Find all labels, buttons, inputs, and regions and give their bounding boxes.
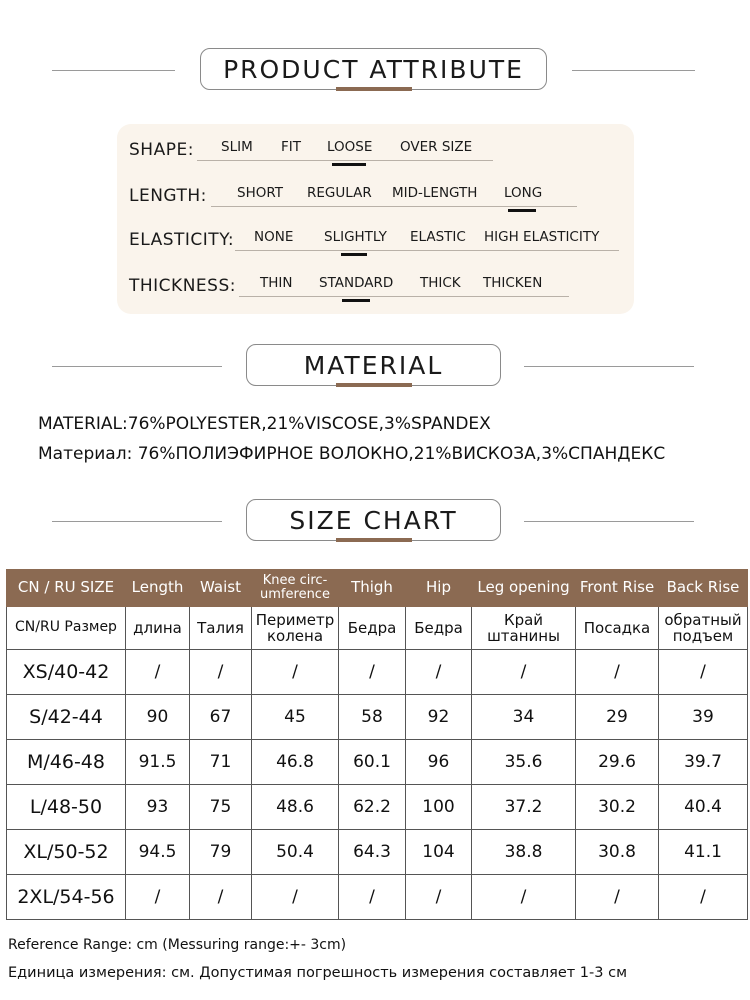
size-cell: L/48-50 — [7, 785, 126, 830]
measurement-cell: / — [576, 875, 659, 920]
size-cell: M/46-48 — [7, 740, 126, 785]
attribute-option: OVER SIZE — [400, 139, 473, 155]
title-accent-bar — [336, 538, 412, 542]
measurement-cell: / — [339, 650, 406, 695]
attribute-option: ELASTIC — [410, 229, 466, 245]
measurement-cell: 41.1 — [659, 830, 748, 875]
column-header: Length — [126, 570, 190, 607]
selected-marker — [508, 209, 536, 212]
attribute-option: SLIM — [221, 139, 253, 155]
column-header: Front Rise — [576, 570, 659, 607]
column-header-ru: длина — [126, 607, 190, 650]
measurement-cell: 104 — [406, 830, 472, 875]
measurement-cell: 91.5 — [126, 740, 190, 785]
size-cell: XL/50-52 — [7, 830, 126, 875]
attribute-underline — [239, 296, 569, 297]
table-row — [7, 740, 748, 785]
material-header — [0, 342, 750, 392]
measurement-cell: 29.6 — [576, 740, 659, 785]
attribute-option-selected: SLIGHTLY — [324, 229, 387, 245]
attribute-row-length — [117, 180, 634, 210]
section-title: MATERIAL — [246, 344, 501, 386]
measurement-cell: / — [659, 875, 748, 920]
size-cell: XS/40-42 — [7, 650, 126, 695]
column-header: Back Rise — [659, 570, 748, 607]
measurement-cell: / — [190, 650, 252, 695]
reference-note-russian: Единица измерения: см. Допустимая погрешность измерения составляет 1-3 см — [8, 965, 628, 981]
material-russian: Материал: 76%ПОЛИЭФИРНОЕ ВОЛОКНО,21%ВИСКОЗА,3%СПАНДЕКС — [38, 444, 666, 464]
measurement-cell: / — [252, 875, 339, 920]
measurement-cell: 62.2 — [339, 785, 406, 830]
header-divider-left — [52, 70, 175, 71]
table-row — [7, 695, 748, 740]
measurement-cell: 64.3 — [339, 830, 406, 875]
measurement-cell: 38.8 — [472, 830, 576, 875]
attribute-option: THICKEN — [483, 275, 543, 291]
measurement-cell: 60.1 — [339, 740, 406, 785]
size-chart-header — [0, 497, 750, 547]
size-chart-table — [6, 569, 748, 920]
column-header-ru: Бедра — [339, 607, 406, 650]
attribute-label: LENGTH: — [129, 186, 207, 206]
size-cell: 2XL/54-56 — [7, 875, 126, 920]
title-accent-bar — [336, 87, 412, 91]
measurement-cell: 71 — [190, 740, 252, 785]
measurement-cell: 90 — [126, 695, 190, 740]
measurement-cell: 40.4 — [659, 785, 748, 830]
attribute-option: MID-LENGTH — [392, 185, 478, 201]
measurement-cell: 67 — [190, 695, 252, 740]
measurement-cell: 37.2 — [472, 785, 576, 830]
measurement-cell: 50.4 — [252, 830, 339, 875]
material-english: MATERIAL:76%POLYESTER,21%VISCOSE,3%SPANDEX — [38, 414, 491, 434]
measurement-cell: / — [190, 875, 252, 920]
measurement-cell: / — [406, 875, 472, 920]
attribute-label: THICKNESS: — [129, 276, 236, 296]
measurement-cell: 39 — [659, 695, 748, 740]
measurement-cell: 93 — [126, 785, 190, 830]
column-header-ru: Талия — [190, 607, 252, 650]
header-divider-right — [524, 521, 694, 522]
size-cell: S/42-44 — [7, 695, 126, 740]
measurement-cell: / — [659, 650, 748, 695]
measurement-cell: 46.8 — [252, 740, 339, 785]
column-header: Leg opening — [472, 570, 576, 607]
attribute-panel — [117, 124, 634, 314]
measurement-cell: 29 — [576, 695, 659, 740]
column-header-ru: Бедра — [406, 607, 472, 650]
measurement-cell: 58 — [339, 695, 406, 740]
measurement-cell: 30.8 — [576, 830, 659, 875]
header-row-russian — [7, 607, 748, 650]
attribute-option: REGULAR — [307, 185, 372, 201]
header-divider-left — [52, 366, 222, 367]
measurement-cell: 75 — [190, 785, 252, 830]
attribute-option: THIN — [260, 275, 293, 291]
selected-marker — [342, 299, 370, 302]
measurement-cell: 96 — [406, 740, 472, 785]
attribute-underline — [211, 206, 577, 207]
column-header-ru: Периметр колена — [252, 607, 339, 650]
header-row-english — [7, 570, 748, 607]
measurement-cell: 48.6 — [252, 785, 339, 830]
attribute-option: FIT — [281, 139, 301, 155]
column-header-ru: CN/RU Размер — [7, 607, 126, 650]
attribute-label: ELASTICITY: — [129, 230, 235, 250]
measurement-cell: 35.6 — [472, 740, 576, 785]
column-header: Thigh — [339, 570, 406, 607]
selected-marker — [341, 253, 367, 256]
measurement-cell: / — [126, 650, 190, 695]
attribute-row-thickness — [117, 270, 634, 300]
column-header: Hip — [406, 570, 472, 607]
attribute-underline — [235, 250, 619, 251]
measurement-cell: 94.5 — [126, 830, 190, 875]
attribute-underline — [197, 160, 493, 161]
section-title: PRODUCT ATTRIBUTE — [200, 48, 547, 90]
attribute-option-selected: LONG — [504, 185, 543, 201]
attribute-option: SHORT — [237, 185, 283, 201]
header-divider-right — [524, 366, 694, 367]
table-row — [7, 830, 748, 875]
attribute-label: SHAPE: — [129, 140, 194, 160]
measurement-cell: 30.2 — [576, 785, 659, 830]
measurement-cell: 34 — [472, 695, 576, 740]
column-header-ru: Посадка — [576, 607, 659, 650]
measurement-cell: / — [339, 875, 406, 920]
measurement-cell: / — [576, 650, 659, 695]
column-header: Waist — [190, 570, 252, 607]
header-divider-left — [52, 521, 222, 522]
attribute-row-elasticity — [117, 224, 634, 254]
reference-note-english: Reference Range: cm (Messuring range:+- 3cm) — [8, 937, 347, 953]
column-header: CN / RU SIZE — [7, 570, 126, 607]
attribute-option-selected: STANDARD — [319, 275, 394, 291]
measurement-cell: / — [472, 875, 576, 920]
attribute-option-selected: LOOSE — [327, 139, 373, 155]
measurement-cell: / — [252, 650, 339, 695]
measurement-cell: 100 — [406, 785, 472, 830]
measurement-cell: 39.7 — [659, 740, 748, 785]
table-row — [7, 650, 748, 695]
measurement-cell: 79 — [190, 830, 252, 875]
table-row — [7, 875, 748, 920]
measurement-cell: 92 — [406, 695, 472, 740]
attribute-option: HIGH ELASTICITY — [484, 229, 600, 245]
column-header: Knee circ-umference — [252, 570, 339, 607]
selected-marker — [332, 163, 366, 166]
section-title: SIZE CHART — [246, 499, 501, 541]
title-accent-bar — [336, 383, 412, 387]
attribute-row-shape — [117, 134, 634, 164]
header-divider-right — [572, 70, 695, 71]
measurement-cell: / — [406, 650, 472, 695]
column-header-ru: Край штанины — [472, 607, 576, 650]
measurement-cell: / — [472, 650, 576, 695]
product-attribute-header — [0, 46, 750, 96]
measurement-cell: / — [126, 875, 190, 920]
measurement-cell: 45 — [252, 695, 339, 740]
attribute-option: NONE — [254, 229, 294, 245]
column-header-ru: обратный подъем — [659, 607, 748, 650]
attribute-option: THICK — [420, 275, 461, 291]
table-row — [7, 785, 748, 830]
